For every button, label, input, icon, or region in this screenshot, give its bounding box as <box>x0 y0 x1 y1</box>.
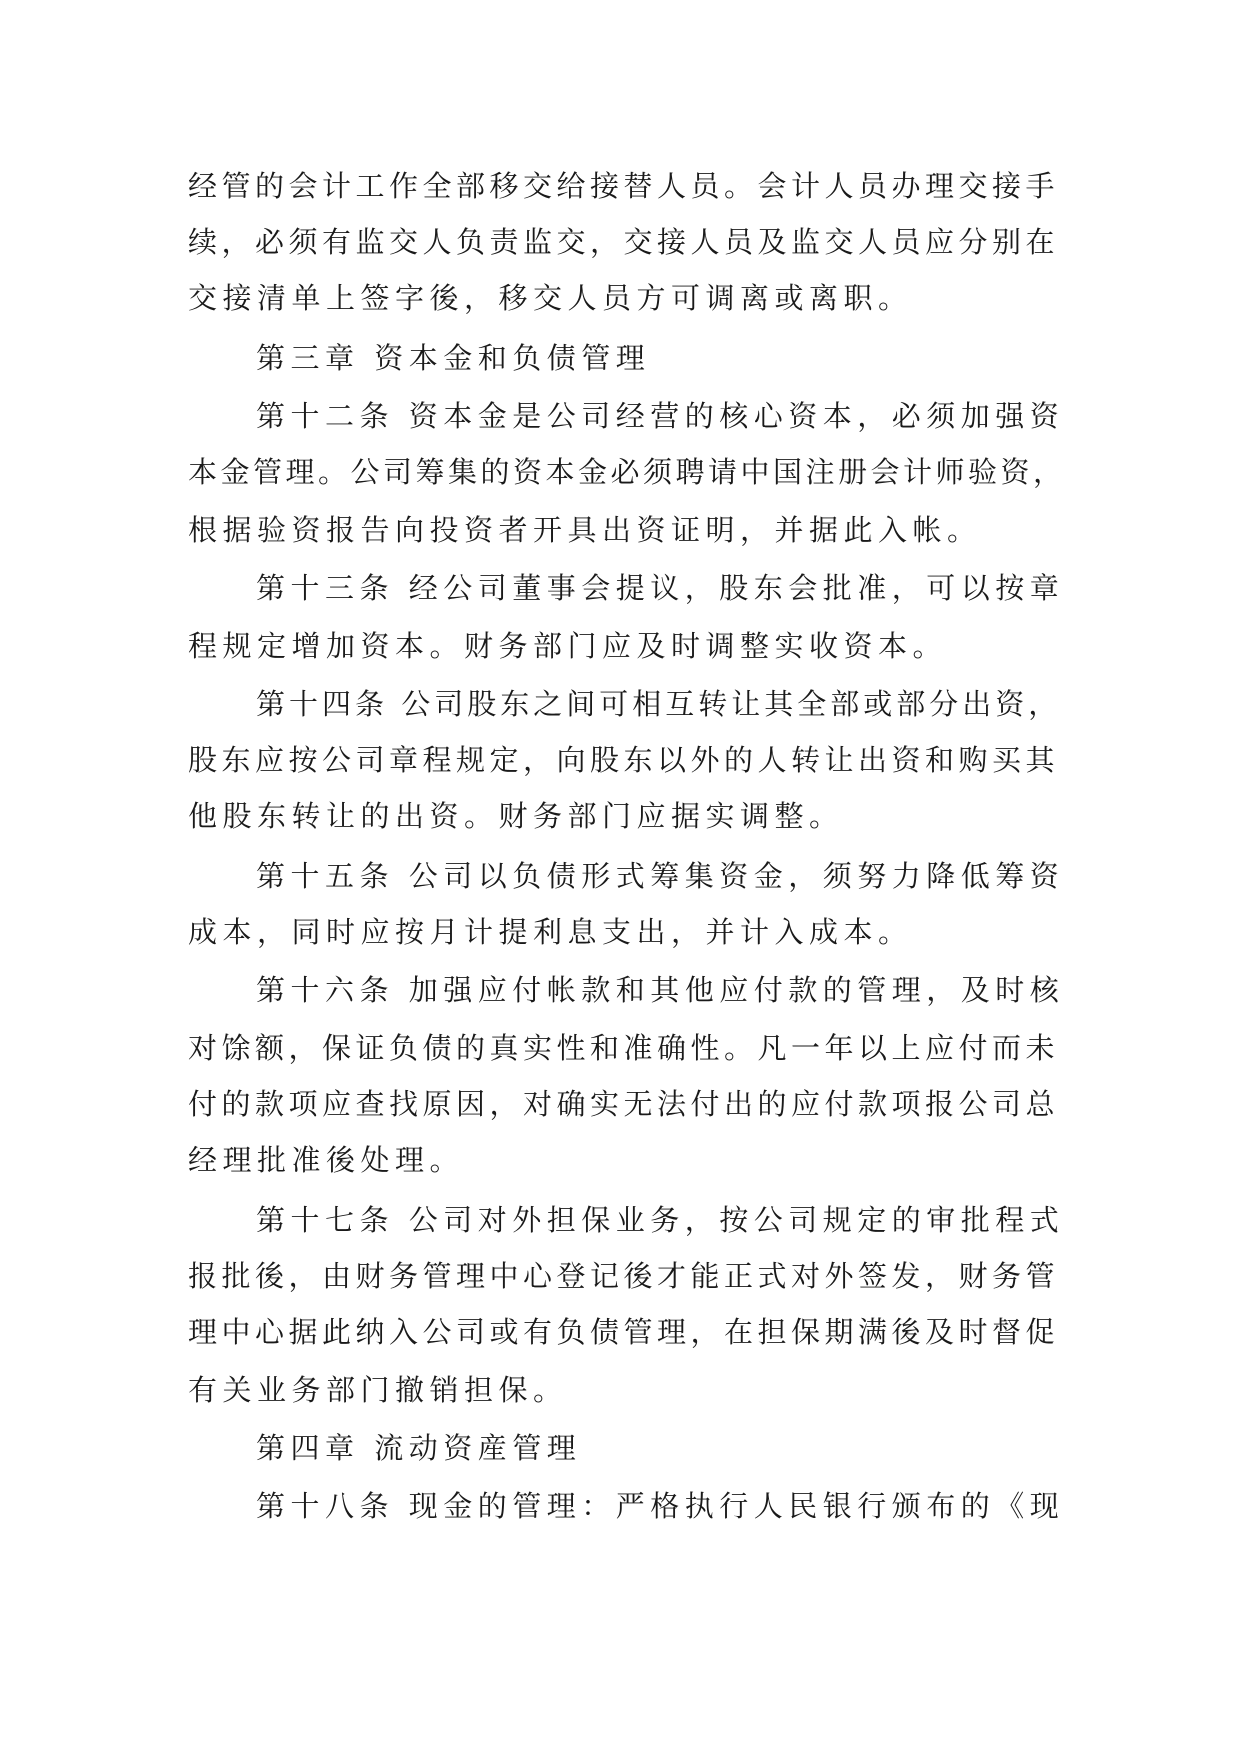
article-first-line: 第十七条 公司对外担保业务，按公司规定的审批程式 <box>256 1203 1065 1237</box>
text-line: 报批後，由财务管理中心登记後才能正式对外签发，财务管 <box>188 1259 1060 1293</box>
text-line: 对馀额，保证负债的真实性和准确性。凡一年以上应付而未 <box>188 1031 1060 1065</box>
article-first-line: 第十八条 现金的管理：严格执行人民银行颁布的《现 <box>256 1489 1065 1523</box>
text-line: 付的款项应查找原因，对确实无法付出的应付款项报公司总 <box>188 1087 1060 1121</box>
text-line: 他股东转让的出资。财务部门应据实调整。 <box>188 799 844 833</box>
article-first-line: 第十六条 加强应付帐款和其他应付款的管理，及时核 <box>256 973 1065 1007</box>
text-line: 程规定增加资本。财务部门应及时调整实收资本。 <box>188 629 948 663</box>
text-line: 经理批准後处理。 <box>188 1143 465 1177</box>
article-first-line: 第十四条 公司股东之间可相互转让其全部或部分出资， <box>256 687 1062 721</box>
text-line: 成本，同时应按月计提利息支出，并计入成本。 <box>188 915 913 949</box>
text-line: 本金管理。公司筹集的资本金必须聘请中国注册会计师验资， <box>188 455 1066 489</box>
text-line: 续，必须有监交人负责监交，交接人员及监交人员应分别在 <box>188 225 1060 259</box>
text-line: 股东应按公司章程规定，向股东以外的人转让出资和购买其 <box>188 743 1060 777</box>
text-line: 理中心据此纳入公司或有负债管理，在担保期满後及时督促 <box>188 1315 1060 1349</box>
text-line: 有关业务部门撤销担保。 <box>188 1373 568 1407</box>
article-first-line: 第十三条 经公司董事会提议，股东会批准，可以按章 <box>256 571 1065 605</box>
text-line: 交接清单上签字後，移交人员方可调离或离职。 <box>188 281 913 315</box>
article-first-line: 第十五条 公司以负债形式筹集资金，须努力降低筹资 <box>256 859 1065 893</box>
chapter-heading: 第三章 资本金和负债管理 <box>256 341 651 375</box>
article-first-line: 第十二条 资本金是公司经营的核心资本，必须加强资 <box>256 399 1065 433</box>
text-line: 经管的会计工作全部移交给接替人员。会计人员办理交接手 <box>188 169 1060 203</box>
text-line: 根据验资报告向投资者开具出资证明，并据此入帐。 <box>188 513 982 547</box>
chapter-heading: 第四章 流动资産管理 <box>256 1431 582 1465</box>
